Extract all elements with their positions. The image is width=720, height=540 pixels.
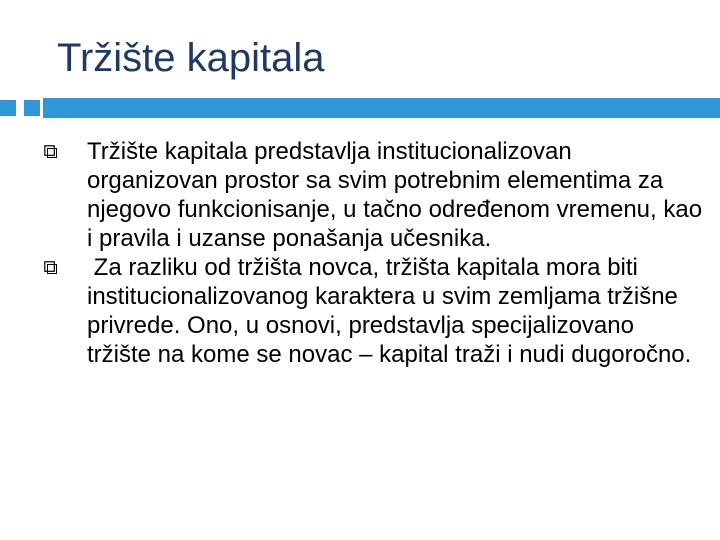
title-accent-bar	[0, 98, 720, 118]
accent-line	[43, 98, 720, 118]
hollow-square-bullet-icon	[44, 261, 57, 274]
accent-square-right	[24, 100, 40, 116]
bullet-item	[44, 253, 704, 369]
slide-title: Tržište kapitala	[57, 36, 325, 80]
hollow-square-bullet-icon	[44, 145, 57, 158]
bullet-item	[44, 137, 704, 253]
bullet-list	[44, 137, 704, 369]
bullet-text: Tržište kapitala predstavlja institucionalizovan organizovan prostor sa svim potrebnim elementima za njegovo funkcionisanje, u tačno određenom vremenu, kao i pravila i uzanse ponašanja učesnika.	[87, 138, 703, 252]
accent-square-left	[0, 100, 16, 116]
bullet-text: Za razliku od tržišta novca, tržišta kapitala mora biti institucionalizovanog karaktera u svim zemljama tržišne privrede. Ono, u osnovi, predstavlja specijalizovano tržište na kome se novac – kapital traži i nudi dugoročno.	[87, 254, 692, 368]
